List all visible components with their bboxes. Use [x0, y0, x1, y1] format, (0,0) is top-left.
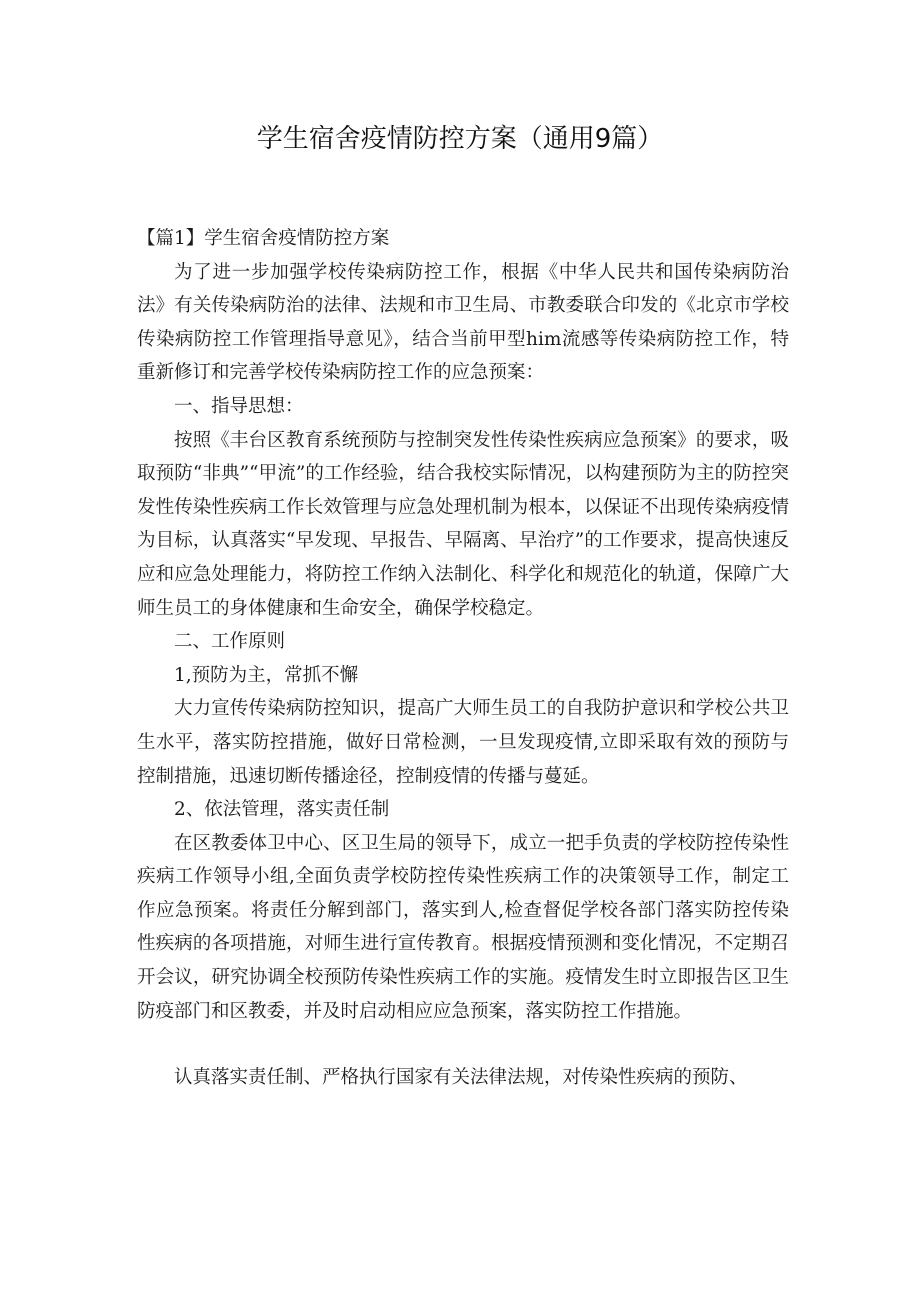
paragraph-intro: 为了进一步加强学校传染病防控工作，根据《中华人民共和国传染病防治法》有关传染病防治的法律、法规和市卫生局、市教委联合印发的《北京市学校传染病防控工作管理指导意见》，结合当前甲型him流感等传染病防控工作，特重新修订和完善学校传染病防控工作的应急预案： — [137, 261, 789, 384]
paragraph-gap — [137, 1028, 789, 1061]
document-body — [137, 222, 789, 1095]
paragraph-prevention-first: 大力宣传传染病防控知识，提高广大师生员工的自我防护意识和学校公共卫生水平，落实防控措施，做好日常检测，一旦发现疫情,立即采取有效的预防与控制措施，迅速切断传播途径，控制疫情的传播与蔓延。 — [137, 698, 789, 787]
paragraph-responsibility: 认真落实责任制、严格执行国家有关法律法规，对传染性疾病的预防、 — [174, 1067, 748, 1089]
subheading-lawful-management: 2、依法管理，落实责任制 — [174, 799, 390, 821]
subheading-guiding-ideology: 一、指导思想： — [174, 395, 304, 417]
paragraph-guiding-ideology: 按照《丰台区教育系统预防与控制突发性传染性疾病应急预案》的要求，吸取预防“非典”“甲流”的工作经验，结合我校实际情况，以构建预防为主的防控突发性传染性疾病工作长效管理与应急处理机制为根本，以保证不出现传染病疫情为目标，认真落实“早发现、早报告、早隔离、早治疗”的工作要求，提高快速反应和应急处理能力，将防控工作纳入法制化、科学化和规范化的轨道，保障广大师生员工的身体健康和生命安全，确保学校稳定。 — [137, 429, 789, 619]
subheading-prevention-first: 1,预防为主，常抓不懈 — [174, 664, 359, 686]
subheading-work-principles: 二、工作原则 — [174, 631, 286, 653]
paragraph-lawful-management: 在区教委体卫中心、区卫生局的领导下，成立一把手负责的学校防控传染性疾病工作领导小组,全面负责学校防控传染性疾病工作的决策领导工作，制定工作应急预案。将责任分解到部门，落实到人,检查督促学校各部门落实防控传染性疾病的各项措施，对师生进行宣传教育。根据疫情预测和变化情况，不定期召开会议，研究协调全校预防传染性疾病工作的实施。疫情发生时立即报告区卫生防疫部门和区教委，并及时启动相应应急预案，落实防控工作措施。 — [137, 832, 789, 1022]
document-title: 学生宿舍疫情防控方案（通用9篇） — [256, 124, 664, 154]
section-heading: 【篇1】学生宿舍疫情防控方案 — [137, 228, 390, 249]
